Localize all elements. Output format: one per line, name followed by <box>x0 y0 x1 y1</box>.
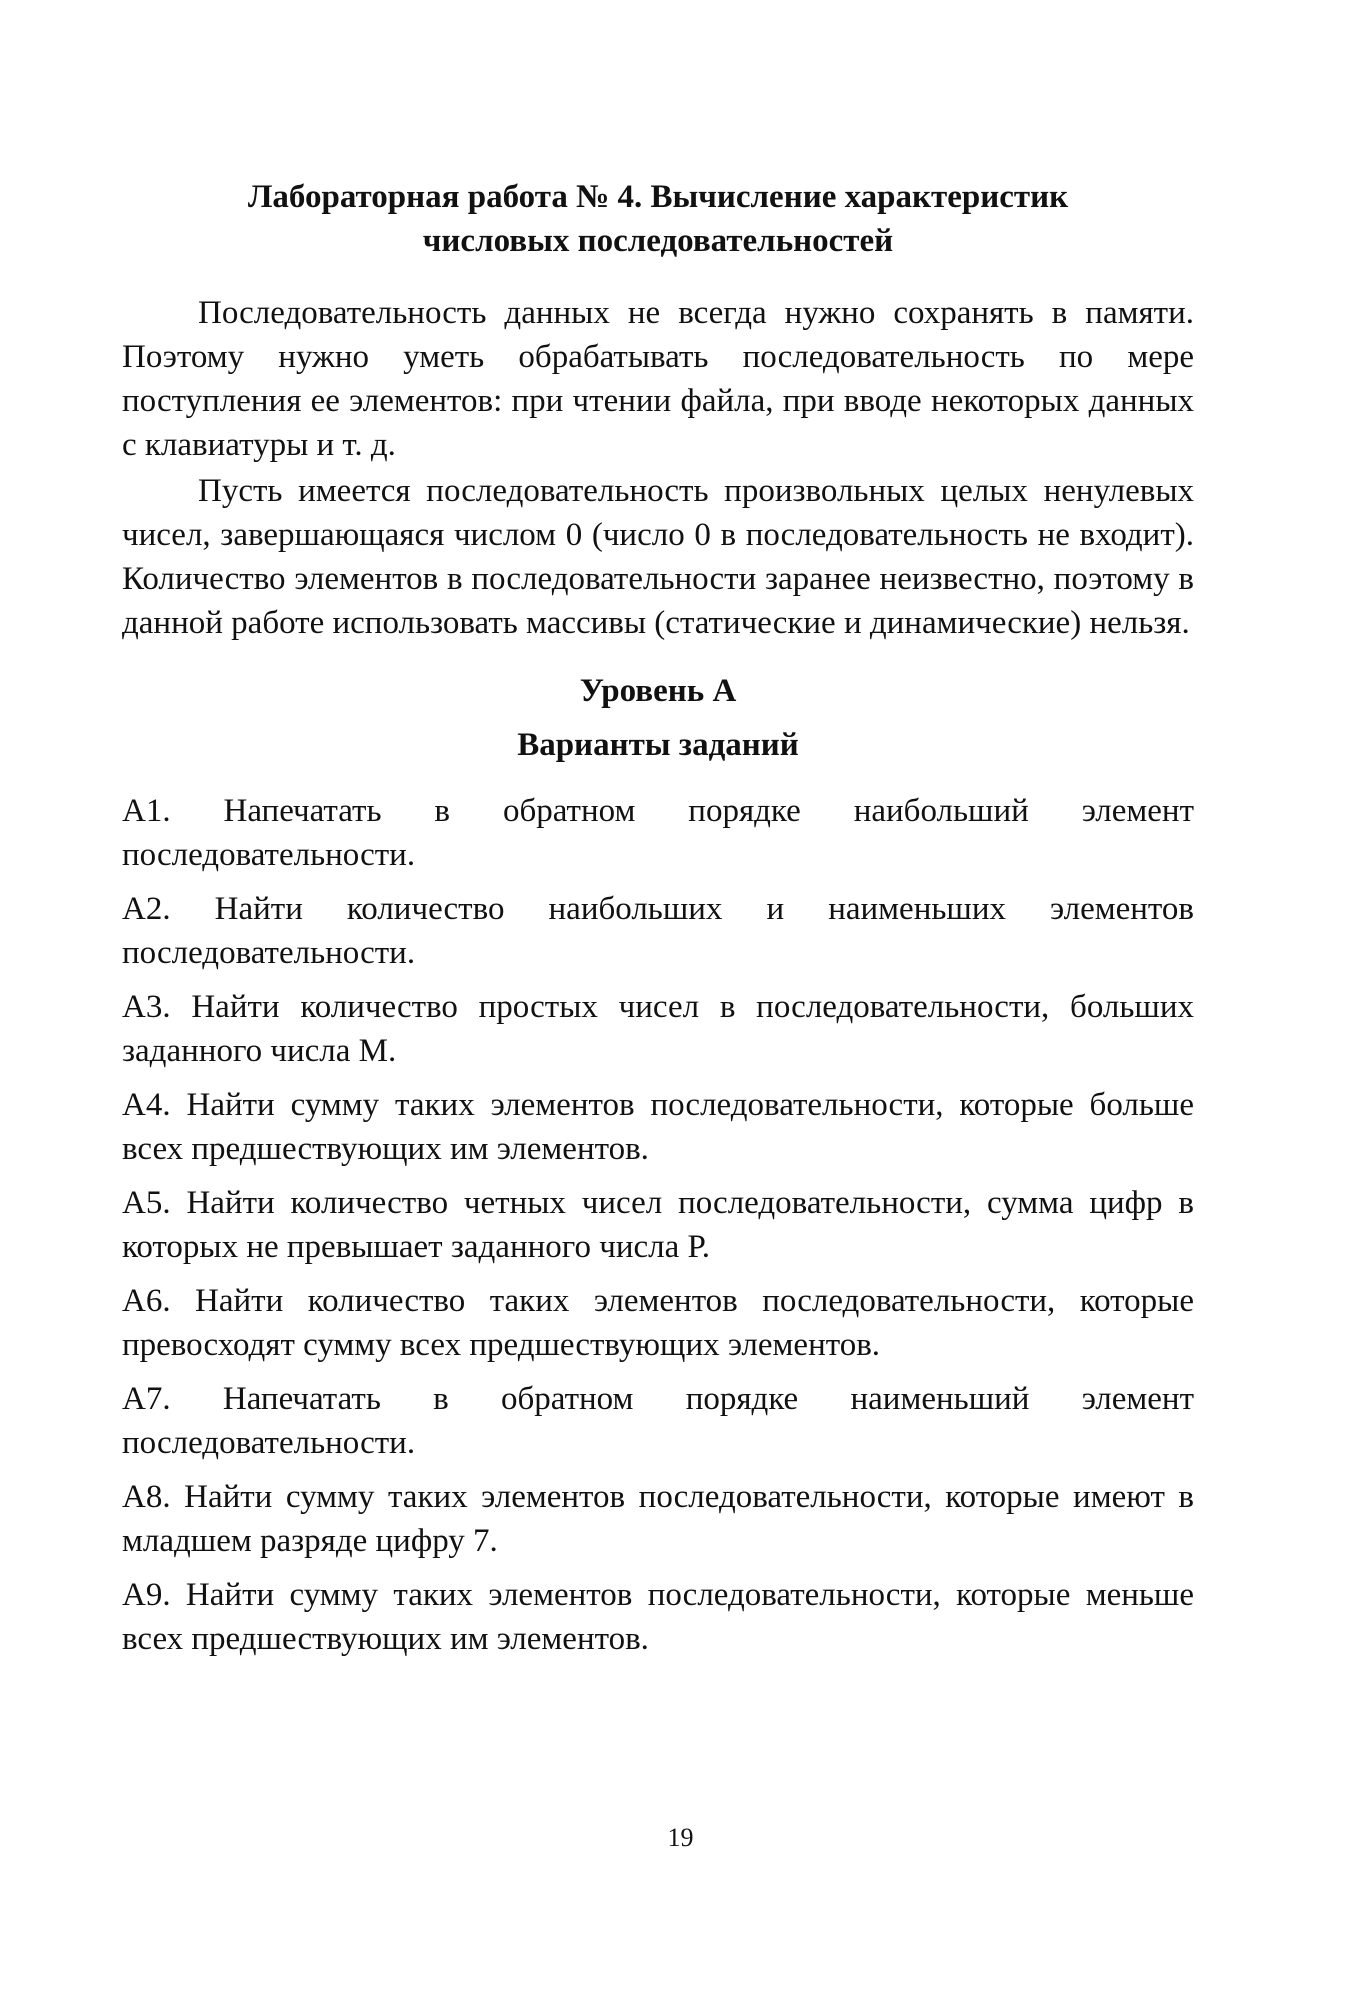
task-a1: А1. Напечатать в обратном порядке наибольший элемент последовательности. <box>122 793 1194 873</box>
page-number: 19 <box>667 1823 694 1852</box>
variants-heading: Варианты заданий <box>517 727 799 763</box>
task-a2: А2. Найти количество наибольших и наименьших элементов последовательности. <box>122 891 1194 971</box>
task-a5: А5. Найти количество четных чисел последовательности, сумма цифр в которых не превышает заданного числа Р. <box>122 1185 1194 1265</box>
page-content <box>122 175 1194 1671</box>
intro-paragraph-2: Пусть имеется последовательность произвольных целых ненулевых чисел, завершающаяся числом 0 (число 0 в последовательность не входит). Количество элементов в последовательности заранее неизвестно, поэтому в данной работе использовать массивы (статические и динамические) нельзя. <box>122 473 1194 641</box>
task-a7: А7. Напечатать в обратном порядке наименьший элемент последовательности. <box>122 1381 1194 1461</box>
task-a9: А9. Найти сумму таких элементов последовательности, которые меньше всех предшествующих им элементов. <box>122 1577 1194 1657</box>
intro-paragraph-1: Последовательность данных не всегда нужно сохранять в памяти. Поэтому нужно уметь обрабатывать последовательность по мере поступления ее элементов: при чтении файла, при вводе некоторых данных с клавиатуры и т. д. <box>122 295 1194 463</box>
task-a8: А8. Найти сумму таких элементов последовательности, которые имеют в младшем разряде цифру 7. <box>122 1479 1194 1559</box>
page-title <box>122 175 1194 263</box>
task-a6: А6. Найти количество таких элементов последовательности, которые превосходят сумму всех предшествующих элементов. <box>122 1283 1194 1363</box>
task-list <box>122 789 1194 1661</box>
task-a3: А3. Найти количество простых чисел в последовательности, больших заданного числа М. <box>122 989 1194 1069</box>
task-a4: А4. Найти сумму таких элементов последовательности, которые больше всех предшествующих им элементов. <box>122 1087 1194 1167</box>
title-line-2: числовых последовательностей <box>422 223 894 259</box>
title-line-1: Лабораторная работа № 4. Вычисление характеристик <box>247 179 1069 215</box>
level-heading: Уровень А <box>579 673 737 709</box>
